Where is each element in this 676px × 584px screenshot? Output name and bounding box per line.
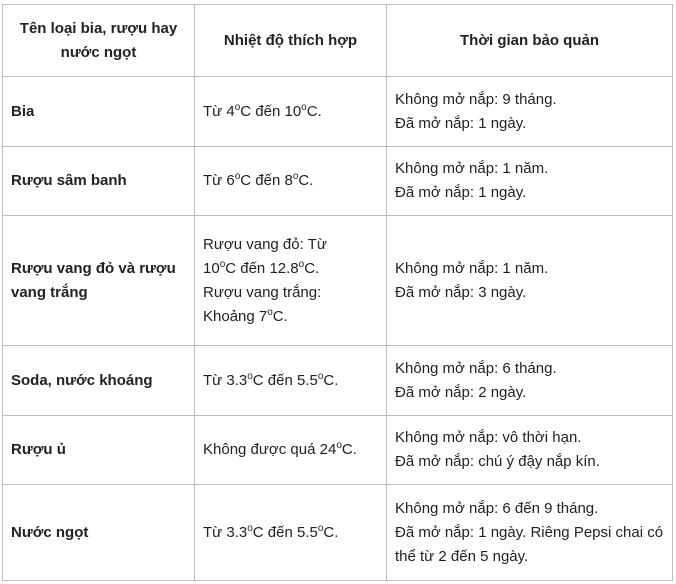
beverage-name: Rượu sâm banh	[3, 147, 195, 216]
temperature-cell: Không được quá 24$^o$C.	[195, 416, 387, 485]
beverage-name: Bia	[3, 77, 195, 147]
table-row	[3, 216, 673, 346]
storage-unopened: Không mở nắp: 6 đến 9 tháng.	[395, 499, 599, 517]
temperature-cell: Từ 3.3$^o$C đến 5.5$^o$C.	[195, 485, 387, 581]
degree-mark: o	[292, 171, 299, 182]
degree-mark: o	[247, 522, 253, 534]
degree-mark: o	[234, 101, 241, 113]
degree-mark: o	[301, 101, 307, 113]
storage-cell	[387, 147, 673, 216]
degree-mark: o	[317, 522, 324, 534]
temperature-cell: Từ 4$^o$C đến 10$^o$C.	[195, 77, 387, 147]
header-temperature: Nhiệt độ thích hợp	[195, 5, 387, 77]
temperature-cell: Từ 6$^o$C đến 8$^o$C.	[195, 147, 387, 216]
temperature-cell: Rượu vang đỏ: Từ 10$^o$C đến 12.8$^o$C. Rượu vang trắng: Khoảng 7$^o$C.	[195, 216, 387, 346]
storage-unopened: Không mở nắp: 9 tháng.	[395, 90, 557, 108]
storage-unopened: Không mở nắp: 1 năm.	[395, 259, 549, 277]
degree-mark: o	[247, 370, 253, 382]
storage-cell	[387, 485, 673, 581]
storage-cell	[387, 346, 673, 416]
storage-opened: Đã mở nắp: 2 ngày.	[395, 383, 527, 401]
degree-mark: o	[267, 306, 273, 318]
storage-unopened: Không mở nắp: vô thời hạn.	[395, 429, 582, 446]
beverage-name: Rượu ủ	[3, 416, 195, 485]
table-header-row	[3, 5, 673, 77]
table-row	[3, 485, 673, 581]
storage-opened: Đã mở nắp: 1 ngày.	[395, 114, 527, 132]
degree-mark: o	[219, 258, 226, 270]
storage-opened: Đã mở nắp: 1 ngày.	[395, 184, 527, 201]
degree-mark: o	[317, 370, 324, 382]
table-row	[3, 147, 673, 216]
degree-mark: o	[234, 171, 241, 182]
storage-unopened: Không mở nắp: 1 năm.	[395, 160, 549, 177]
storage-cell	[387, 216, 673, 346]
storage-opened: Đã mở nắp: 1 ngày. Riêng Pepsi chai có thể từ 2 đến 5 ngày.	[395, 523, 664, 565]
storage-cell	[387, 77, 673, 147]
storage-cell	[387, 416, 673, 485]
beverage-name: Soda, nước khoáng	[3, 346, 195, 416]
storage-unopened: Không mở nắp: 6 tháng.	[395, 359, 557, 377]
storage-opened: Đã mở nắp: 3 ngày.	[395, 283, 527, 301]
degree-mark: o	[336, 440, 342, 451]
beverage-name: Nước ngọt	[3, 485, 195, 581]
table-row	[3, 77, 673, 147]
header-beverage-type: Tên loại bia, rượu hay nước ngọt	[3, 5, 195, 77]
beverage-name: Rượu vang đỏ và rượu vang trắng	[3, 216, 195, 346]
degree-mark: o	[298, 258, 305, 270]
storage-opened: Đã mở nắp: chú ý đậy nắp kín.	[395, 453, 600, 470]
table-row	[3, 346, 673, 416]
header-storage-time: Thời gian bảo quản	[387, 5, 673, 77]
beverage-storage-table	[2, 4, 673, 581]
table-row	[3, 416, 673, 485]
temperature-cell: Từ 3.3$^o$C đến 5.5$^o$C.	[195, 346, 387, 416]
